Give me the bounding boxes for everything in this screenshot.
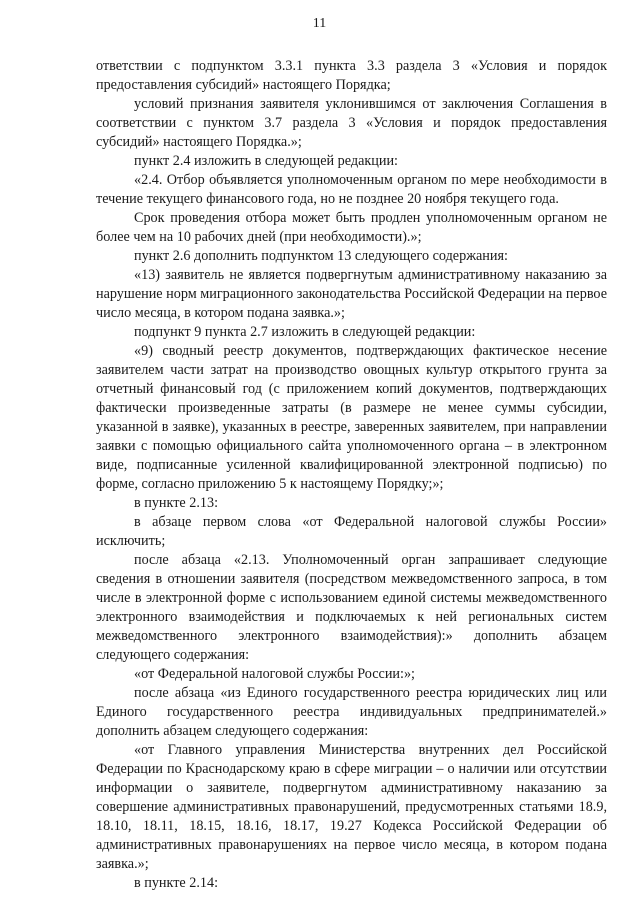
paragraph-1: ответствии с подпунктом 3.3.1 пункта 3.3 раздела 3 «Условия и порядок предоставления субсидий» настоящего Порядка; [96, 58, 607, 93]
paragraph-12: после абзаца «2.13. Уполномоченный орган запрашивает следующие сведения в отношении заявителя (посредством межведомственного запроса, в том числе в электронной форме с использованием единой системы межведомственного электронного взаимодействия и подключаемых к ней региональных систем межведомственного электронного взаимодействия):» дополнить абзацем следующего содержания: [96, 552, 607, 663]
document-body [96, 57, 607, 893]
paragraph-9: «9) сводный реестр документов, подтверждающих фактическое несение заявителем части затрат на производство овощных культур открытого грунта за отчетный финансовый год (с приложением копий документов, подтверждающих фактически произведенные затраты (в размере не менее суммы субсидии, указанной в заявке), указанных в реестре, заверенных заявителем, при направлении заявки с помощью официального сайта уполномоченного органа – в электронном виде, подписанные усиленной квалифицированной электронной подписью) по форме, согласно приложению 5 к настоящему Порядку;»; [96, 343, 607, 492]
paragraph-16: в пункте 2.14: [134, 875, 219, 891]
paragraph-10: в пункте 2.13: [134, 495, 219, 511]
paragraph-8: подпункт 9 пункта 2.7 изложить в следующей редакции: [134, 324, 476, 340]
paragraph-7: «13) заявитель не является подвергнутым административному наказанию за нарушение норм миграционного законодательства Российской Федерации на первое число месяца, в котором подана заявка.»; [96, 267, 607, 321]
paragraph-2: условий признания заявителя уклонившимся от заключения Соглашения в соответствии с пунктом 3.7 раздела 3 «Условия и порядок предоставления субсидий» настоящего Порядка.»; [96, 96, 607, 150]
paragraph-6: пункт 2.6 дополнить подпунктом 13 следующего содержания: [134, 248, 508, 264]
paragraph-13: «от Федеральной налоговой службы России:»; [134, 666, 415, 682]
paragraph-11: в абзаце первом слова «от Федеральной налоговой службы России» исключить; [96, 514, 607, 549]
paragraph-3: пункт 2.4 изложить в следующей редакции: [134, 153, 398, 169]
paragraph-4: «2.4. Отбор объявляется уполномоченным органом по мере необходимости в течение текущего финансового года, но не позднее 20 ноября текущего года. [96, 172, 607, 207]
page-number: 11 [312, 16, 327, 31]
paragraph-5: Срок проведения отбора может быть продлен уполномоченным органом не более чем на 10 рабочих дней (при необходимости).»; [96, 210, 607, 245]
paragraph-14: после абзаца «из Единого государственного реестра юридических лиц или Единого государственного реестра индивидуальных предпринимателей.» дополнить абзацем следующего содержания: [96, 685, 607, 739]
paragraph-15: «от Главного управления Министерства внутренних дел Российской Федерации по Краснодарскому краю в сфере миграции – о наличии или отсутствии информации о заявителе, подвергнутом административному наказанию за совершение административных правонарушений, предусмотренных статьями 18.9, 18.10, 18.11, 18.15, 18.16, 18.17, 19.27 Кодекса Российской Федерации об административных правонарушениях на первое число месяца, в котором подана заявка.»; [96, 742, 607, 872]
